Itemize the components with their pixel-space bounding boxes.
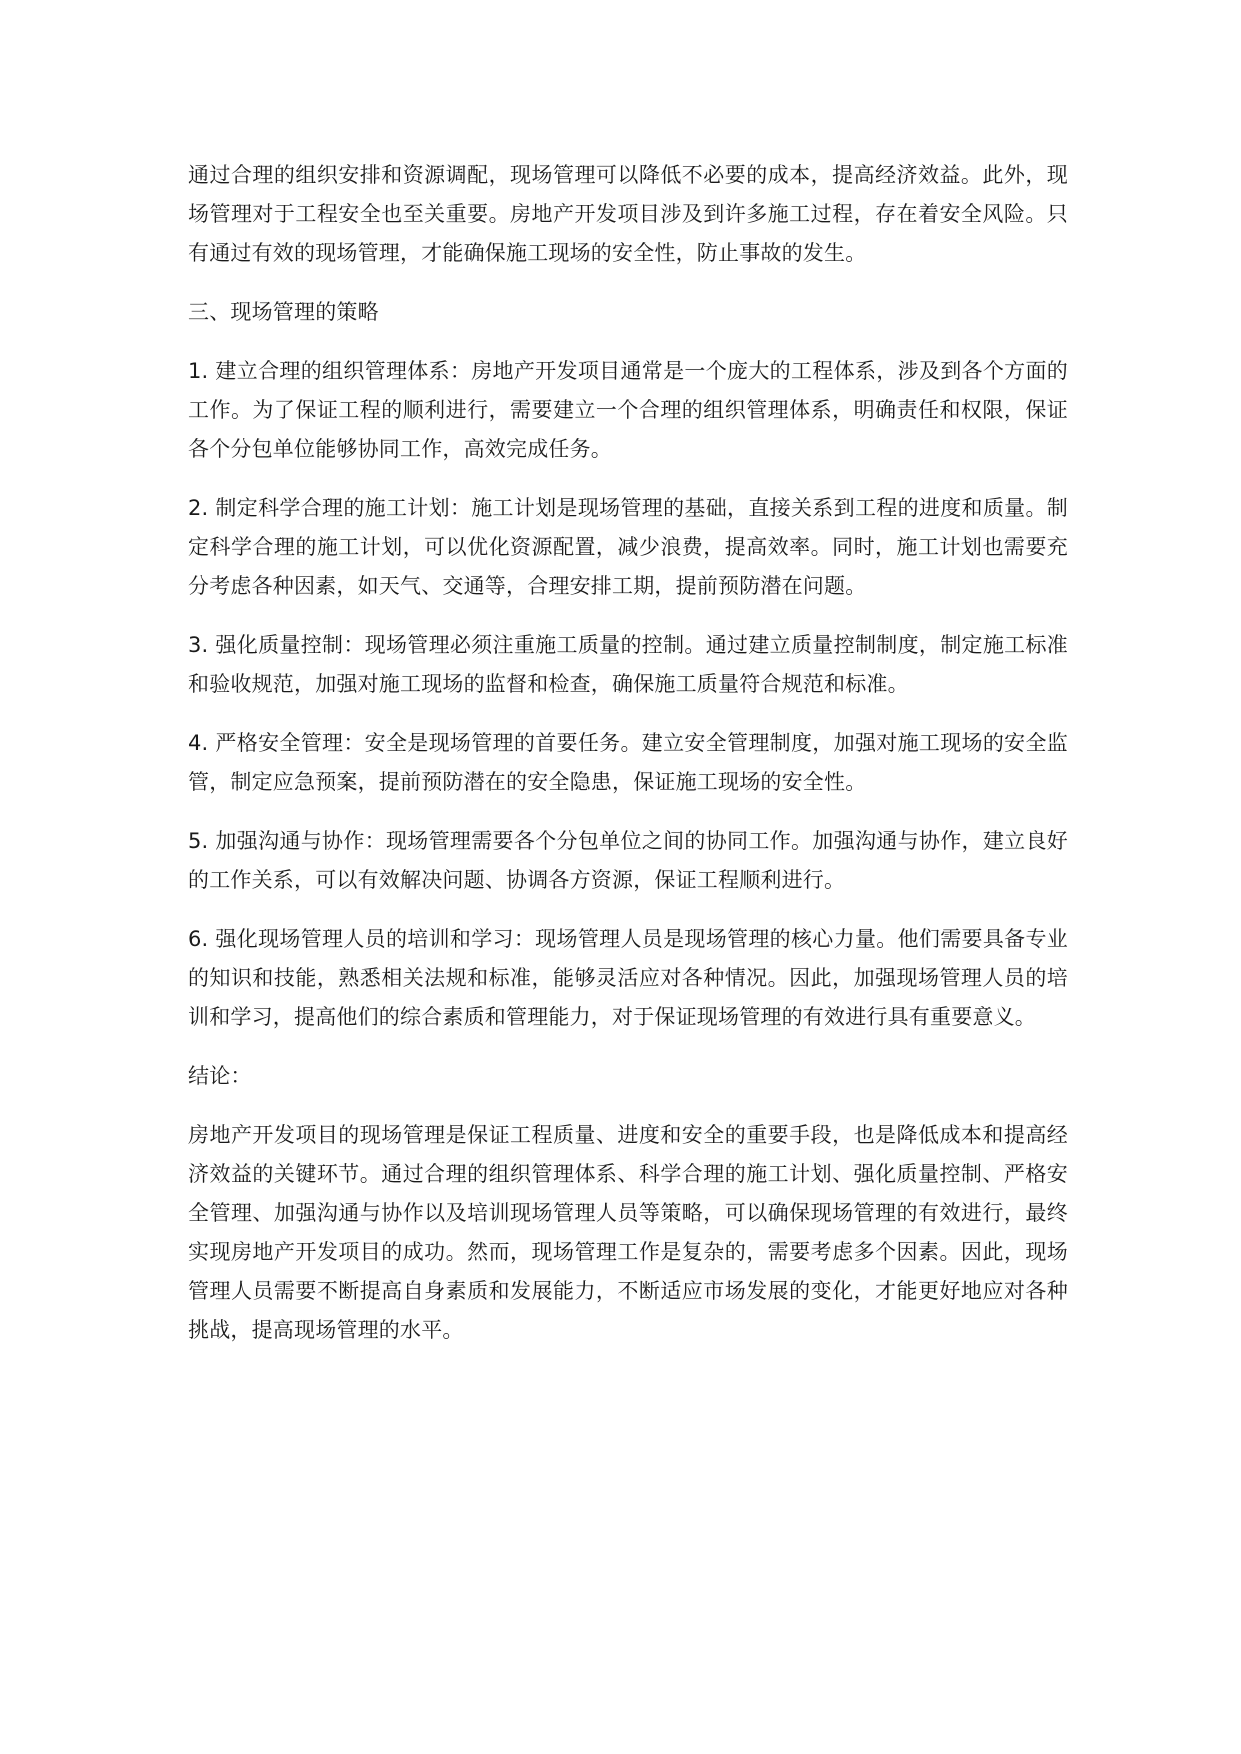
conclusion-heading: 结论：: [188, 1064, 252, 1088]
paragraph-strategy-6: 6. 强化现场管理人员的培训和学习：现场管理人员是现场管理的核心力量。他们需要具备专业的知识和技能，熟悉相关法规和标准，能够灵活应对各种情况。因此，加强现场管理人员的培训和学习，提高他们的综合素质和管理能力，对于保证现场管理的有效进行具有重要意义。: [188, 927, 1068, 1029]
paragraph-conclusion: 房地产开发项目的现场管理是保证工程质量、进度和安全的重要手段，也是降低成本和提高经济效益的关键环节。通过合理的组织管理体系、科学合理的施工计划、强化质量控制、严格安全管理、加强沟通与协作以及培训现场管理人员等策略，可以确保现场管理的有效进行，最终实现房地产开发项目的成功。然而，现场管理工作是复杂的，需要考虑多个因素。因此，现场管理人员需要不断提高自身素质和发展能力，不断适应市场发展的变化，才能更好地应对各种挑战，提高现场管理的水平。: [188, 1123, 1068, 1342]
paragraph-strategy-4: 4. 严格安全管理：安全是现场管理的首要任务。建立安全管理制度，加强对施工现场的安全监管，制定应急预案，提前预防潜在的安全隐患，保证施工现场的安全性。: [188, 731, 1068, 794]
paragraph-intro-cost-safety: 通过合理的组织安排和资源调配，现场管理可以降低不必要的成本，提高经济效益。此外，现场管理对于工程安全也至关重要。房地产开发项目涉及到许多施工过程，存在着安全风险。只有通过有效的现场管理，才能确保施工现场的安全性，防止事故的发生。: [188, 163, 1068, 265]
paragraph-strategy-1: 1. 建立合理的组织管理体系：房地产开发项目通常是一个庞大的工程体系，涉及到各个方面的工作。为了保证工程的顺利进行，需要建立一个合理的组织管理体系，明确责任和权限，保证各个分包单位能够协同工作，高效完成任务。: [188, 359, 1068, 461]
paragraph-strategy-2: 2. 制定科学合理的施工计划：施工计划是现场管理的基础，直接关系到工程的进度和质量。制定科学合理的施工计划，可以优化资源配置，减少浪费，提高效率。同时，施工计划也需要充分考虑各种因素，如天气、交通等，合理安排工期，提前预防潜在问题。: [188, 496, 1068, 598]
paragraph-strategy-3: 3. 强化质量控制：现场管理必须注重施工质量的控制。通过建立质量控制制度，制定施工标准和验收规范，加强对施工现场的监督和检查，确保施工质量符合规范和标准。: [188, 633, 1068, 696]
document-body: [188, 156, 1068, 1370]
paragraph-strategy-5: 5. 加强沟通与协作：现场管理需要各个分包单位之间的协同工作。加强沟通与协作，建立良好的工作关系，可以有效解决问题、协调各方资源，保证工程顺利进行。: [188, 829, 1068, 892]
section-heading-strategies: 三、现场管理的策略: [188, 300, 379, 324]
